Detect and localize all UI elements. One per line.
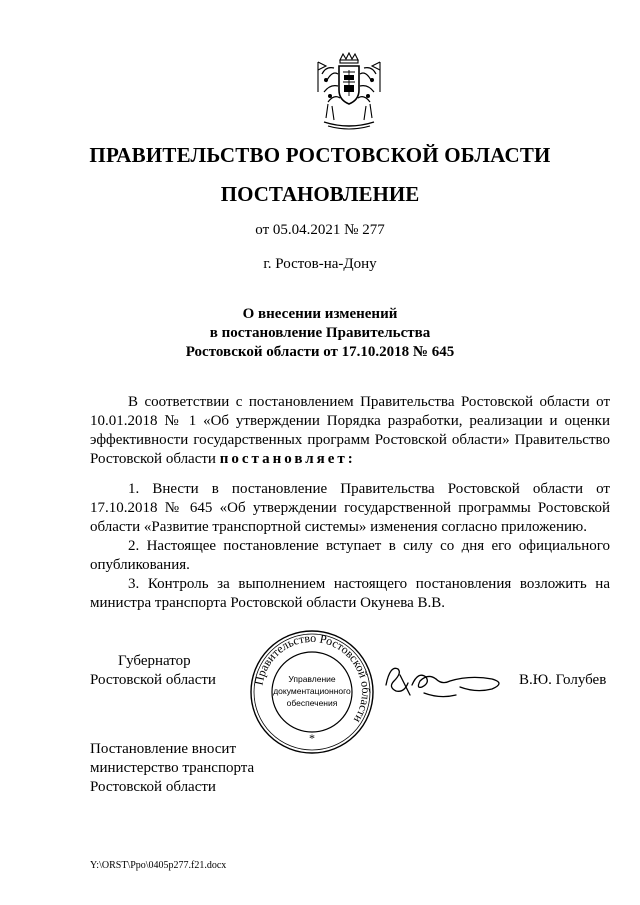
document-dateline: от 05.04.2021 № 277 (255, 222, 385, 238)
submitter-note-line-3: Ростовской области (90, 779, 216, 795)
submitter-note-line-2: министерство транспорта (90, 760, 255, 776)
government-title: ПРАВИТЕЛЬСТВО РОСТОВСКОЙ ОБЛАСТИ (89, 143, 551, 167)
stamp-ring-text: Правительство Ростовской области (251, 630, 374, 726)
preamble-decree-word: постановляет: (219, 451, 356, 467)
coat-of-arms-icon (314, 52, 384, 132)
stamp-bottom-mark: * (309, 731, 315, 745)
decree-item-1: 1. Внести в постановление Правительства Ростовской области от 17.10.2018 № 645 «Об утверждении государственной программы Ростовской области «Развитие транспортной системы» изменения согласно приложению. (90, 481, 610, 535)
official-stamp (248, 628, 376, 756)
subject-line-2: в постановление Правительства (209, 325, 431, 341)
subject-line-1: О внесении изменений (242, 306, 398, 322)
stamp-center-line-2: документационного (273, 686, 351, 696)
decree-item-2: 2. Настоящее постановление вступает в силу со дня его официального опубликования. (90, 538, 610, 573)
signer-title (90, 652, 216, 690)
document-city: г. Ростов-на-Дону (263, 256, 377, 272)
decree-item-3: 3. Контроль за выполнением настоящего постановления возложить на министра транспорта Ростовской области Окунева В.В. (90, 576, 610, 611)
decree-items (90, 480, 610, 613)
signer-title-line-1: Губернатор (118, 653, 191, 669)
document-type-title: ПОСТАНОВЛЕНИЕ (220, 182, 420, 206)
preamble-block (90, 393, 610, 469)
preamble-text: В соответствии с постановлением Правительства Ростовской области от 10.01.2018 № 1 «Об утверждении Порядка разработки, реализации и оценки эффективности государственных программ Ростовской области» Правительство Ростовской области (90, 394, 610, 467)
preamble-paragraph (90, 393, 610, 469)
subject-line-3: Ростовской области от 17.10.2018 № 645 (185, 344, 455, 360)
handwritten-signature (380, 655, 510, 705)
submitter-note-line-1: Постановление вносит (90, 741, 237, 757)
stamp-center-line-3: обеспечения (286, 698, 338, 708)
document-subject (0, 305, 640, 362)
signer-title-line-2: Ростовской области (90, 672, 216, 688)
file-path-footer: Y:\ORST\Ppo\0405p277.f21.docx (90, 860, 227, 871)
stamp-center-line-1: Управление (288, 674, 336, 684)
submitter-note (90, 740, 254, 797)
signer-name: В.Ю. Голубев (519, 672, 607, 688)
